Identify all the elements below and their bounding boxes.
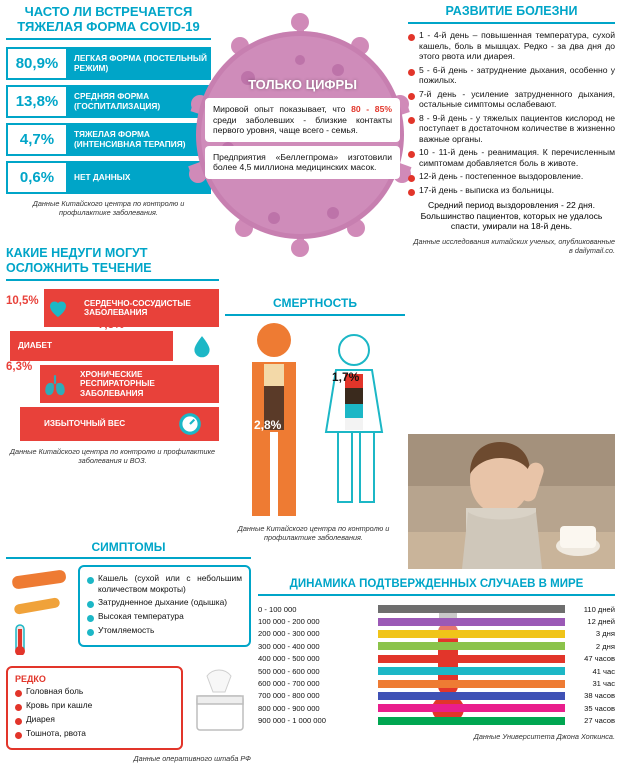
comorbidity-label: СЕРДЕЧНО-СОСУДИСТЫЕ ЗАБОЛЕВАНИЯ xyxy=(44,289,219,327)
bullet-icon xyxy=(408,151,415,158)
mortality-source: Данные Китайского центра по контролю и профилактике заболевания. xyxy=(237,524,390,542)
lungs-icon xyxy=(42,372,66,396)
course-item: 1 - 4-й день – повышенная температура, сухой кашель, боль в мышцах. Редко - за два дня до этого рвота или диарея. xyxy=(408,30,615,62)
bullet-icon xyxy=(15,704,22,711)
dynamics-time: 31 час xyxy=(592,679,615,689)
comorbidity-row xyxy=(6,361,219,403)
symptoms-panel xyxy=(6,540,251,763)
symptom-item: Кашель (сухой или с небольшим количеством мокроты) xyxy=(87,573,242,594)
dynamics-range: 300 000 - 400 000 xyxy=(258,641,320,651)
symptoms-source: Данные оперативного штаба РФ xyxy=(133,754,251,763)
dynamics-time: 38 часов xyxy=(584,691,615,701)
course-item: 7-й день - усиление затрудненного дыхания, остальные симптомы ослабевают. xyxy=(408,89,615,110)
dynamics-time: 27 часов xyxy=(584,716,615,726)
course-note-1: Средний период выздоровления - 22 дня. xyxy=(428,200,595,210)
dynamics-bar xyxy=(378,692,565,700)
comorbidity-label: ХРОНИЧЕСКИЕ РЕСПИРАТОРНЫЕ ЗАБОЛЕВАНИЯ xyxy=(40,365,219,403)
divider xyxy=(6,557,251,559)
scales-icon xyxy=(177,411,201,435)
severity-label: СРЕДНЯЯ ФОРМА (ГОСПИТАЛИЗАЦИЯ) xyxy=(68,85,211,118)
divider xyxy=(225,314,405,316)
dynamics-range: 800 000 - 900 000 xyxy=(258,703,320,713)
dynamics-bar xyxy=(378,680,565,688)
mortality-title: СМЕРТНОСТЬ xyxy=(272,296,357,310)
course-item: 10 - 11-й день - реанимация. К перечисленным симптомам добавляется боль в животе. xyxy=(408,147,615,168)
bullet-icon xyxy=(408,93,415,100)
severity-title: ЧАСТО ЛИ ВСТРЕЧАЕТСЯ ТЯЖЕЛАЯ ФОРМА COVID-19 xyxy=(17,4,200,34)
dynamics-bar xyxy=(378,655,565,663)
rare-symptom-item: Диарея xyxy=(15,714,174,725)
rare-symptom-item: Тошнота, рвота xyxy=(15,728,174,739)
rare-symptom-item: Кровь при кашле xyxy=(15,700,174,711)
course-item: 12-й день - постепенное выздоровление. xyxy=(408,171,615,182)
dynamics-range: 200 000 - 300 000 xyxy=(258,629,320,639)
fact-text-part1: Мировой опыт показывает, что xyxy=(213,104,352,114)
dynamics-range: 100 000 - 200 000 xyxy=(258,617,320,627)
dynamics-bar xyxy=(378,717,565,725)
comorbidity-panel xyxy=(6,246,219,465)
only-facts-heading: ТОЛЬКО ЦИФРЫ xyxy=(248,77,357,92)
bullet-icon xyxy=(15,732,22,739)
dynamics-source: Данные Университета Джона Хопкинса. xyxy=(473,731,615,741)
bullet-icon xyxy=(408,34,415,41)
comorbidity-title: КАКИЕ НЕДУГИ МОГУТ ОСЛОЖНИТЬ ТЕЧЕНИЕ xyxy=(6,246,152,275)
severity-label: ЛЕГКАЯ ФОРМА (ПОСТЕЛЬНЫЙ РЕЖИМ) xyxy=(68,47,211,80)
bullet-icon xyxy=(87,615,94,622)
comorbidity-label: ДИАБЕТ xyxy=(10,331,173,361)
dynamics-time: 2 дня xyxy=(595,641,615,651)
dynamics-time: 41 час xyxy=(592,666,615,676)
fact-text-part2: среди заболевших - близкие контакты первого уровня, чаще всего - семья. xyxy=(213,114,392,136)
dynamics-range: 400 000 - 500 000 xyxy=(258,654,320,664)
symptom-icons xyxy=(6,565,72,660)
symptoms-main-box xyxy=(78,565,251,647)
dynamics-bar xyxy=(378,618,565,626)
divider xyxy=(258,594,615,596)
symptom-item: Высокая температура xyxy=(87,611,242,622)
male-mortality-percent: 2,8% xyxy=(254,418,282,432)
female-mortality-percent: 1,7% xyxy=(332,370,360,384)
course-item: 8 - 9-й день - у тяжелых пациентов кислород не поступает в достаточном количестве в жизненно важные органы. xyxy=(408,113,615,145)
dynamics-time: 47 часов xyxy=(584,654,615,664)
dynamics-title: ДИНАМИКА ПОДТВЕРЖДЕННЫХ СЛУЧАЕВ В МИРЕ xyxy=(289,578,584,590)
only-facts-text xyxy=(205,98,400,142)
course-panel xyxy=(408,4,615,255)
fact-highlight: 80 - 85% xyxy=(351,104,392,114)
dynamics-range: 700 000 - 800 000 xyxy=(258,691,320,701)
severity-source: Данные Китайского центра по контролю и профилактике заболевания. xyxy=(32,199,185,217)
dynamics-range: 0 - 100 000 xyxy=(258,604,297,614)
blood-drop-icon xyxy=(189,334,213,358)
divider xyxy=(6,279,219,281)
dynamics-time: 110 дней xyxy=(583,604,615,614)
bullet-icon xyxy=(408,175,415,182)
dynamics-bar xyxy=(378,630,565,638)
dynamics-range: 600 000 - 700 000 xyxy=(258,679,320,689)
bullet-icon xyxy=(15,690,22,697)
course-note-2: Большинство пациентов, которых не удалось спасти, умирали на 18-й день. xyxy=(420,210,603,231)
comorbidity-label: ИЗБЫТОЧНЫЙ ВЕС xyxy=(20,407,219,441)
severity-label: ТЯЖЕЛАЯ ФОРМА (ИНТЕНСИВНАЯ ТЕРАПИЯ) xyxy=(68,123,211,156)
mortality-panel xyxy=(225,296,405,316)
severity-percent: 13,8% xyxy=(6,85,68,118)
symptom-item: Утомляемость xyxy=(87,625,242,636)
only-facts-text2: Предприятия «Беллегпрома» изготовили более 4,5 миллиона медицинских масок. xyxy=(205,146,400,179)
dynamics-bar xyxy=(378,704,565,712)
bullet-icon xyxy=(15,718,22,725)
symptoms-title: СИМПТОМЫ xyxy=(91,540,166,554)
dynamics-time: 35 часов xyxy=(584,703,615,713)
course-title: РАЗВИТИЕ БОЛЕЗНИ xyxy=(445,4,578,18)
course-source: Данные исследования китайских ученых, опубликованные в dailymail.co. xyxy=(413,236,615,255)
dynamics-panel xyxy=(258,578,615,741)
bullet-icon xyxy=(408,189,415,196)
mortality-figures xyxy=(226,318,401,518)
divider xyxy=(408,22,615,24)
tissue-box-icon xyxy=(189,666,251,743)
rare-symptom-item: Головная боль xyxy=(15,686,174,697)
severity-percent: 80,9% xyxy=(6,47,68,80)
bullet-icon xyxy=(87,601,94,608)
course-item: 5 - 6-й день - затруднение дыхания, особенно у пожилых. xyxy=(408,65,615,86)
dynamics-bar xyxy=(378,605,565,613)
dynamics-time: 12 дней xyxy=(587,617,615,627)
course-item: 17-й день - выписка из больницы. xyxy=(408,185,615,196)
comorbidity-source: Данные Китайского центра по контролю и профилактике заболевания и ВОЗ. xyxy=(9,447,216,465)
dynamics-bar xyxy=(378,642,565,650)
comorbidity-row xyxy=(6,407,219,441)
severity-percent: 4,7% xyxy=(6,123,68,156)
severity-label: НЕТ ДАННЫХ xyxy=(68,161,211,194)
sick-woman-photo xyxy=(408,434,615,569)
bullet-icon xyxy=(87,629,94,636)
dynamics-bar xyxy=(378,667,565,675)
dynamics-range: 900 000 - 1 000 000 xyxy=(258,716,326,726)
bullet-icon xyxy=(87,577,94,584)
bullet-icon xyxy=(408,69,415,76)
symptom-item: Затрудненное дыхание (одышка) xyxy=(87,597,242,608)
heart-icon xyxy=(46,296,70,320)
dynamics-time: 3 дня xyxy=(595,629,615,639)
comorbidity-percent: 7,3% xyxy=(98,319,125,331)
comorbidity-percent: 10,5% xyxy=(6,295,39,307)
severity-percent: 0,6% xyxy=(6,161,68,194)
comorbidity-percent: 6,3% xyxy=(6,361,33,373)
bullet-icon xyxy=(408,117,415,124)
dynamics-range: 500 000 - 600 000 xyxy=(258,666,320,676)
symptoms-rare-box xyxy=(6,666,183,750)
rare-title: РЕДКО xyxy=(15,674,46,684)
comorbidity-row xyxy=(6,319,219,361)
only-facts-block xyxy=(205,78,400,179)
